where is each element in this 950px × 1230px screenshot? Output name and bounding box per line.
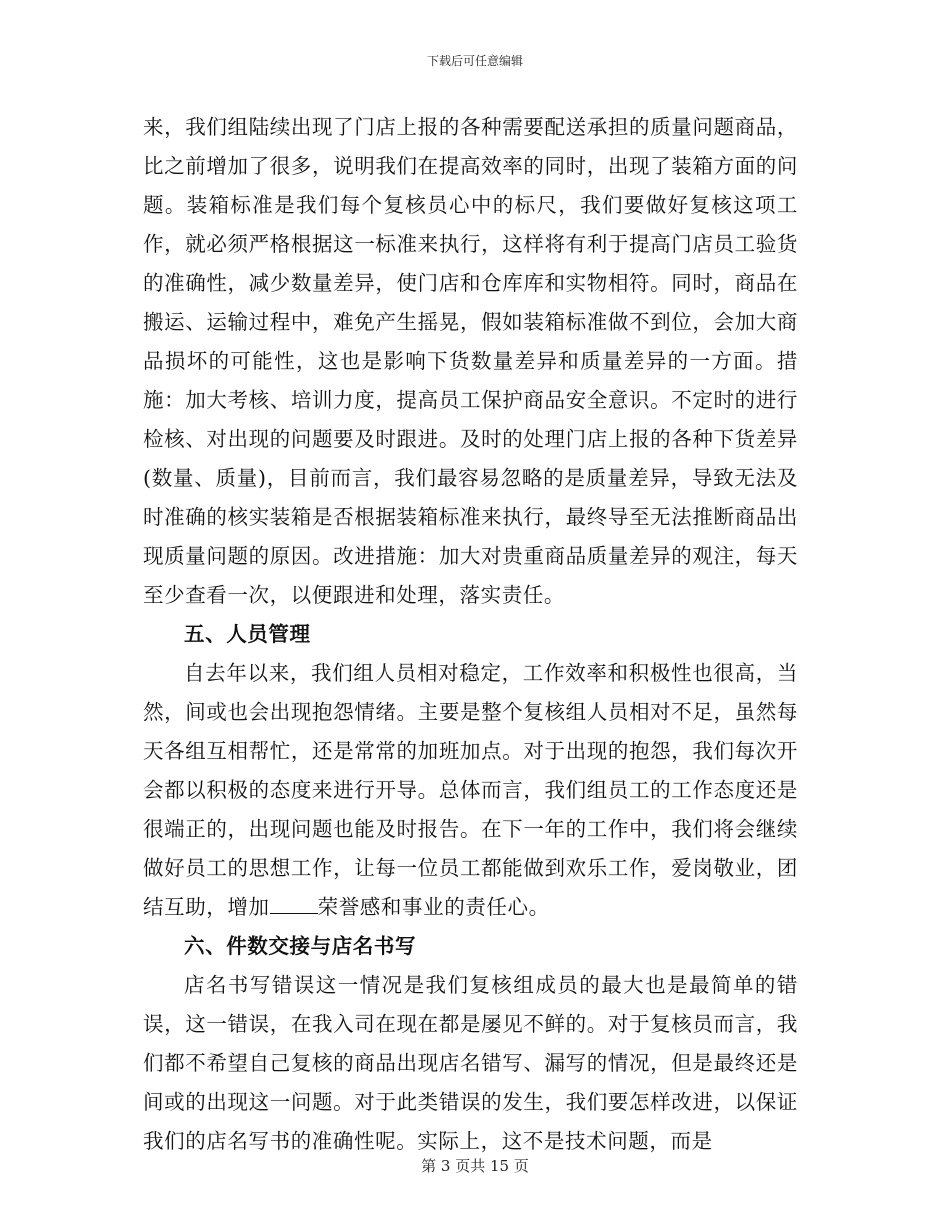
paragraph-packing-quality: 来，我们组陆续出现了门店上报的各种需要配送承担的质量问题商品，比之前增加了很多，说明我们在提高效率的同时，出现了装箱方面的问题。装箱标准是我们每个复核员心中的标尺，我们要做好复核这项工作，就必须严格根据这一标准来执行，这样将有利于提高门店员工验货的准确性，减少数量差异，使门店和仓库库和实物相符。同时，商品在搬运、运输过程中，难免产生摇晃，假如装箱标准做不到位，会加大商品损坏的可能性，这也是影响下货数量差异和质量差异的一方面。措施：加大考核、培训力度，提高员工保护商品安全意识。不定时的进行检核、对出现的问题要及时跟进。及时的处理门店上报的各种下货差异(数量、质量)，目前而言，我们最容易忽略的是质量差异，导致无法及时准确的核实装箱是否根据装箱标准来执行，最终导至无法推断商品出现质量问题的原因。改进措施：加大对贵重商品质量差异的观注，每天至少查看一次，以便跟进和处理，落实责任。 [143, 115, 798, 607]
page-number: 第 3 页共 15 页 [421, 1157, 529, 1175]
page-header: 下载后可任意编辑 [426, 54, 523, 68]
section-heading-personnel: 五、人员管理 [184, 622, 311, 646]
fill-in-blank [270, 895, 318, 914]
paragraph-store-name: 店名书写错误这一情况是我们复核组成员的最大也是最简单的错误，这一错误，在我入司在现在都是屡见不鲜的。对于复核员而言，我们都不希望自己复核的商品出现店名错写、漏写的情况，但是最终还是间或的出现这一问题。对于此类错误的发生，我们要怎样改进，以保证我们的店名写书的准确性呢。实际上，这不是技术问题，而是 [143, 973, 798, 1153]
section-heading-handover: 六、件数交接与店名书写 [184, 934, 417, 958]
paragraph-personnel-text: 自去年以来，我们组人员相对稳定，工作效率和积极性也很高，当然，间或也会出现抱怨情绪。主要是整个复核组人员相对不足，虽然每天各组互相帮忙，还是常常的加班加点。对于出现的抱怨，我们每次开会都以积极的态度来进行开导。总体而言，我们组员工的工作态度还是很端正的，出现问题也能及时报告。在下一年的工作中，我们将会继续做好员工的思想工作，让每一位员工都能做到欢乐工作，爱岗敬业，团结互助，增加 [143, 661, 798, 919]
paragraph-personnel [143, 654, 798, 927]
document-body [143, 108, 798, 1161]
paragraph-personnel-text-end: 荣誉感和事业的责任心。 [317, 895, 550, 919]
